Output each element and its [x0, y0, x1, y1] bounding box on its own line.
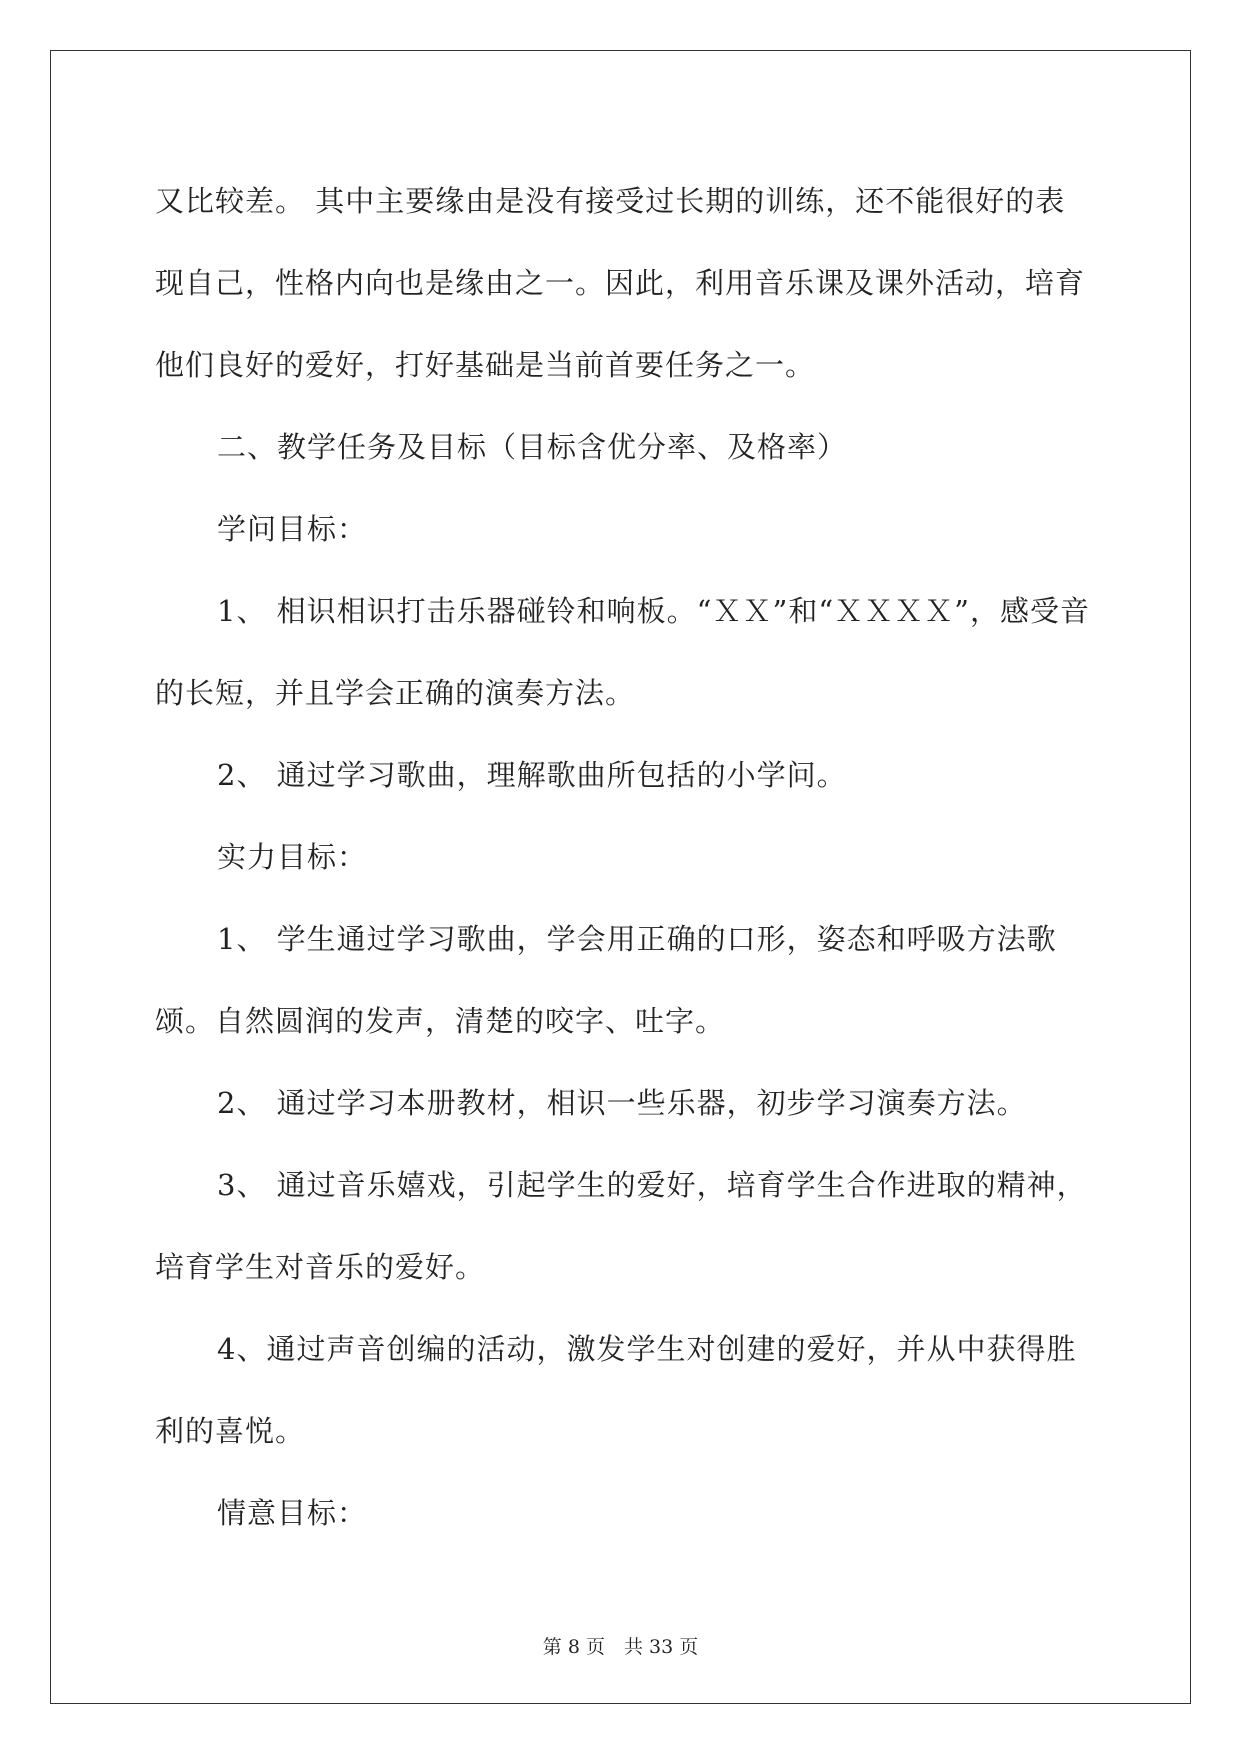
ability-goal-4: 4、通过声音创编的活动，激发学生对创建的爱好，并从中获得胜利的喜悦。 [155, 1332, 1077, 1448]
section-heading-teaching-goals: 二、教学任务及目标（目标含优分率、及格率） [217, 430, 848, 464]
ability-goal-1: 1、 学生通过学习歌曲，学会用正确的口形，姿态和呼吸方法歌颂。自然圆润的发声，清楚的咬字、吐字。 [155, 922, 1057, 1038]
paragraph-intro-continued: 又比较差。 其中主要缘由是没有接受过长期的训练，还不能很好的表现自己，性格内向也是缘由之一。因此，利用音乐课及课外活动，培育他们良好的爱好，打好基础是当前首要任务之一。 [155, 184, 1086, 382]
ability-goal-3: 3、 通过音乐嬉戏，引起学生的爱好，培育学生合作进取的精神，培育学生对音乐的爱好。 [155, 1168, 1087, 1284]
subheading-ability-goals: 实力目标： [217, 840, 368, 874]
document-body [155, 160, 1091, 1554]
subheading-knowledge-goals: 学问目标： [217, 512, 368, 546]
ability-goal-2: 2、 通过学习本册教材，相识一些乐器，初步学习演奏方法。 [217, 1086, 1027, 1120]
subheading-emotional-goals: 情意目标： [217, 1496, 368, 1530]
knowledge-goal-2: 2、 通过学习歌曲，理解歌曲所包括的小学问。 [217, 758, 847, 792]
page-number-footer: 第 8 页 共 33 页 [542, 1636, 699, 1658]
knowledge-goal-1: 1、 相识相识打击乐器碰铃和响板。“ＸＸ”和“ＸＸＸＸ”，感受音的长短，并且学会正确的演奏方法。 [155, 594, 1090, 710]
